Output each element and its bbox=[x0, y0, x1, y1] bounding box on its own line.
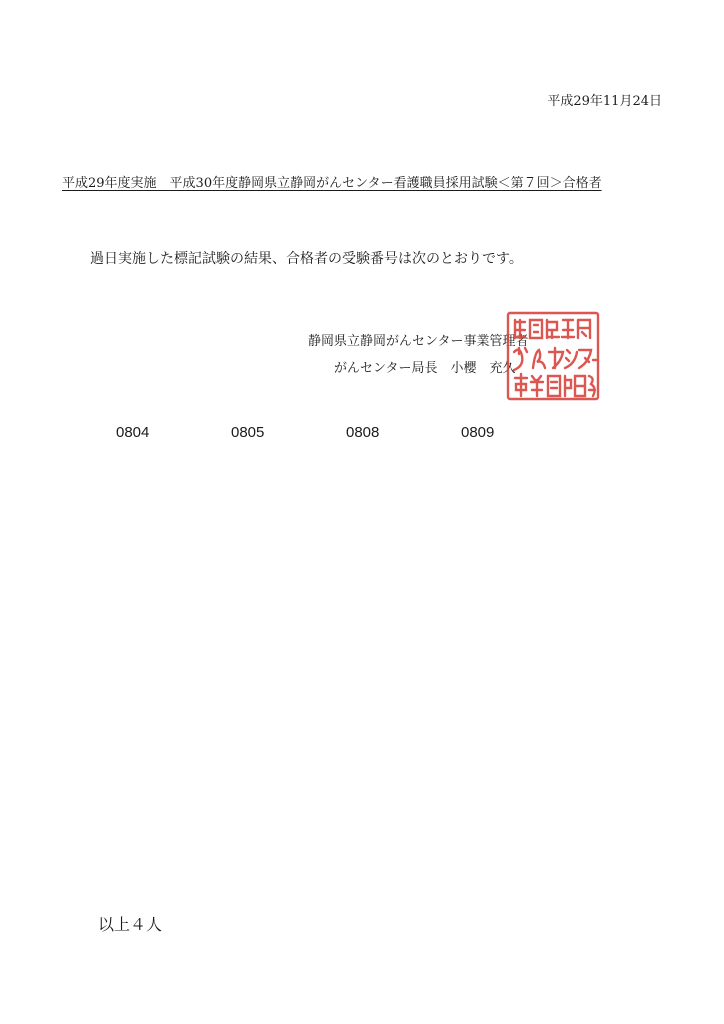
document-date: 平成29年11月24日 bbox=[547, 94, 662, 109]
passing-number-4: 0809 bbox=[461, 424, 495, 441]
body-text: 過日実施した標記試験の結果、合格者の受験番号は次のとおりです。 bbox=[90, 251, 523, 267]
official-seal-stamp bbox=[505, 310, 601, 402]
passing-number-3: 0808 bbox=[346, 424, 380, 441]
document-title: 平成29年度実施 平成30年度静岡県立静岡がんセンター看護職員採用試験＜第７回＞合格者 bbox=[62, 176, 602, 191]
passing-number-2: 0805 bbox=[231, 424, 265, 441]
issuer-block bbox=[308, 328, 528, 382]
issuer-name: がんセンター局長 小櫻 充久 bbox=[334, 361, 516, 376]
passing-number-1: 0804 bbox=[116, 424, 150, 441]
issuer-org: 静岡県立静岡がんセンター事業管理者 bbox=[308, 334, 529, 349]
total-count: 以上４人 bbox=[98, 915, 163, 934]
